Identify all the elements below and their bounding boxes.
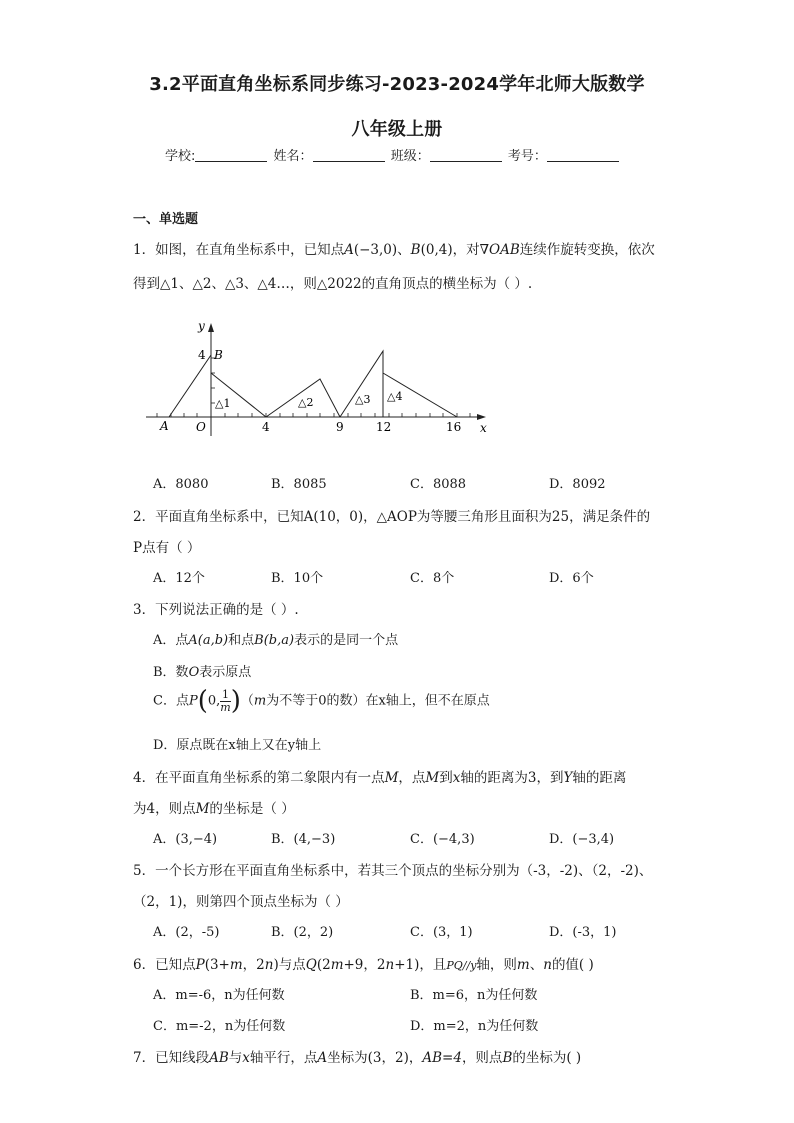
q6-stem: 6．已知点P(3+m，2n)与点Q(2m+9，2n+1)，且PQ//y轴，则m、n的值( ) <box>133 957 594 973</box>
name-blank <box>313 148 385 162</box>
q6-option-a[interactable]: A．m=-6，n为任何数 <box>153 988 285 1003</box>
tri-label-3: △3 <box>355 393 371 406</box>
q1-option-c[interactable]: C．8088 <box>410 477 467 492</box>
tri-label-2: △2 <box>298 396 314 409</box>
school-label: 学校: <box>165 149 196 164</box>
q1-option-d[interactable]: D．8092 <box>549 477 606 492</box>
q5-option-a[interactable]: A．(2，-5) <box>153 925 220 940</box>
q5-line1: 5．一个长方形在平面直角坐标系中，若其三个顶点的坐标分别为（-3，-2)、（2，-2)、 <box>133 863 653 879</box>
class-label: 班级： <box>390 149 430 164</box>
x-axis-label: x <box>480 421 487 435</box>
x-axis-arrow <box>477 414 486 420</box>
tick-label-4: 4 <box>262 420 270 434</box>
q4-line2: 为4，则点M的坐标是（ ） <box>133 801 295 817</box>
q1-line2: 得到△1、△2、△3、△4…，则△2022的直角顶点的横坐标为（ ）. <box>133 276 533 292</box>
tri-label-4: △4 <box>387 390 403 403</box>
q4-option-b[interactable]: B．(4,−3) <box>271 832 336 847</box>
title-line-1: 3.2平面直角坐标系同步练习-2023-2024学年北师大版数学 <box>149 74 645 95</box>
q4-option-a[interactable]: A．(3,−4) <box>153 832 218 847</box>
tick-label-12: 12 <box>376 420 392 434</box>
triangle-oab <box>169 355 211 417</box>
school-blank <box>195 148 267 162</box>
q1-figure <box>140 318 500 443</box>
q2-option-d[interactable]: D．6个 <box>549 571 594 586</box>
q1-line1: 1．如图，在直角坐标系中，已知点A(−3,0)、B(0,4)，对∇OAB连续作旋转变换，依次 <box>133 242 655 258</box>
q5-option-b[interactable]: B．(2，2) <box>271 925 334 940</box>
tick-label-9: 9 <box>336 420 344 434</box>
q5-line2: （2，1)，则第四个顶点坐标为（ ） <box>133 894 349 910</box>
q4-option-c[interactable]: C．(−4,3) <box>410 832 475 847</box>
q3-option-c[interactable]: C．点P(0, $\frac{1}{m}$ )（m为不等于0的数）在x轴上，但不在原点 <box>153 686 490 716</box>
q5-option-d[interactable]: D．(-3，1) <box>549 925 617 940</box>
q1-option-a[interactable]: A．8080 <box>153 477 209 492</box>
q6-option-b[interactable]: B．m=6，n为任何数 <box>410 988 538 1003</box>
q7-stem: 7．已知线段AB与x轴平行，点A坐标为(3，2)，AB=4，则点B的坐标为( ) <box>133 1050 582 1066</box>
triangle-3 <box>340 351 383 417</box>
q6-option-d[interactable]: D．m=2，n为任何数 <box>410 1019 539 1034</box>
q1-option-b[interactable]: B．8085 <box>271 477 327 492</box>
label-a: A <box>160 419 169 433</box>
q3-option-a[interactable]: A．点A(a,b)和点B(b,a)表示的是同一个点 <box>153 633 399 648</box>
q3-option-d[interactable]: D．原点既在x轴上又在y轴上 <box>153 738 322 753</box>
label-b: B <box>214 348 223 362</box>
section-heading: 一、单选题 <box>133 212 199 227</box>
number-label: 考号： <box>507 149 547 164</box>
tick-label-16: 16 <box>446 420 462 434</box>
tri-label-1: △1 <box>215 397 231 410</box>
tick-label-y4: 4 <box>198 348 206 362</box>
name-label: 姓名： <box>273 149 313 164</box>
x-ticks <box>157 413 470 417</box>
q6-option-c[interactable]: C．m=-2，n为任何数 <box>153 1019 286 1034</box>
q5-option-c[interactable]: C．(3，1) <box>410 925 473 940</box>
q2-line2: P点有（ ） <box>133 540 201 556</box>
q4-option-d[interactable]: D．(−3,4) <box>549 832 615 847</box>
fraction-1-over-m: $\frac{1}{m}$ <box>220 687 231 714</box>
q2-option-a[interactable]: A．12个 <box>153 571 205 586</box>
q2-option-c[interactable]: C．8个 <box>410 571 455 586</box>
triangle-1 <box>211 373 266 417</box>
q3-stem: 3．下列说法正确的是（ ）. <box>133 602 299 618</box>
student-info-row <box>165 145 621 164</box>
q4-line1: 4．在平面直角坐标系的第二象限内有一点M，点M到x轴的距离为3，到Y轴的距离 <box>133 770 627 786</box>
title-line-2: 八年级上册 <box>351 119 443 140</box>
class-blank <box>430 148 502 162</box>
y-axis-arrow <box>208 323 214 332</box>
number-blank <box>547 148 619 162</box>
q2-line1: 2．平面直角坐标系中，已知A(10，0)，△AOP为等腰三角形且面积为25，满足条件的 <box>133 509 651 525</box>
q2-option-b[interactable]: B．10个 <box>271 571 324 586</box>
y-axis-label: y <box>198 319 205 333</box>
origin-label: O <box>196 420 206 434</box>
q3-option-b[interactable]: B．数O表示原点 <box>153 665 252 680</box>
